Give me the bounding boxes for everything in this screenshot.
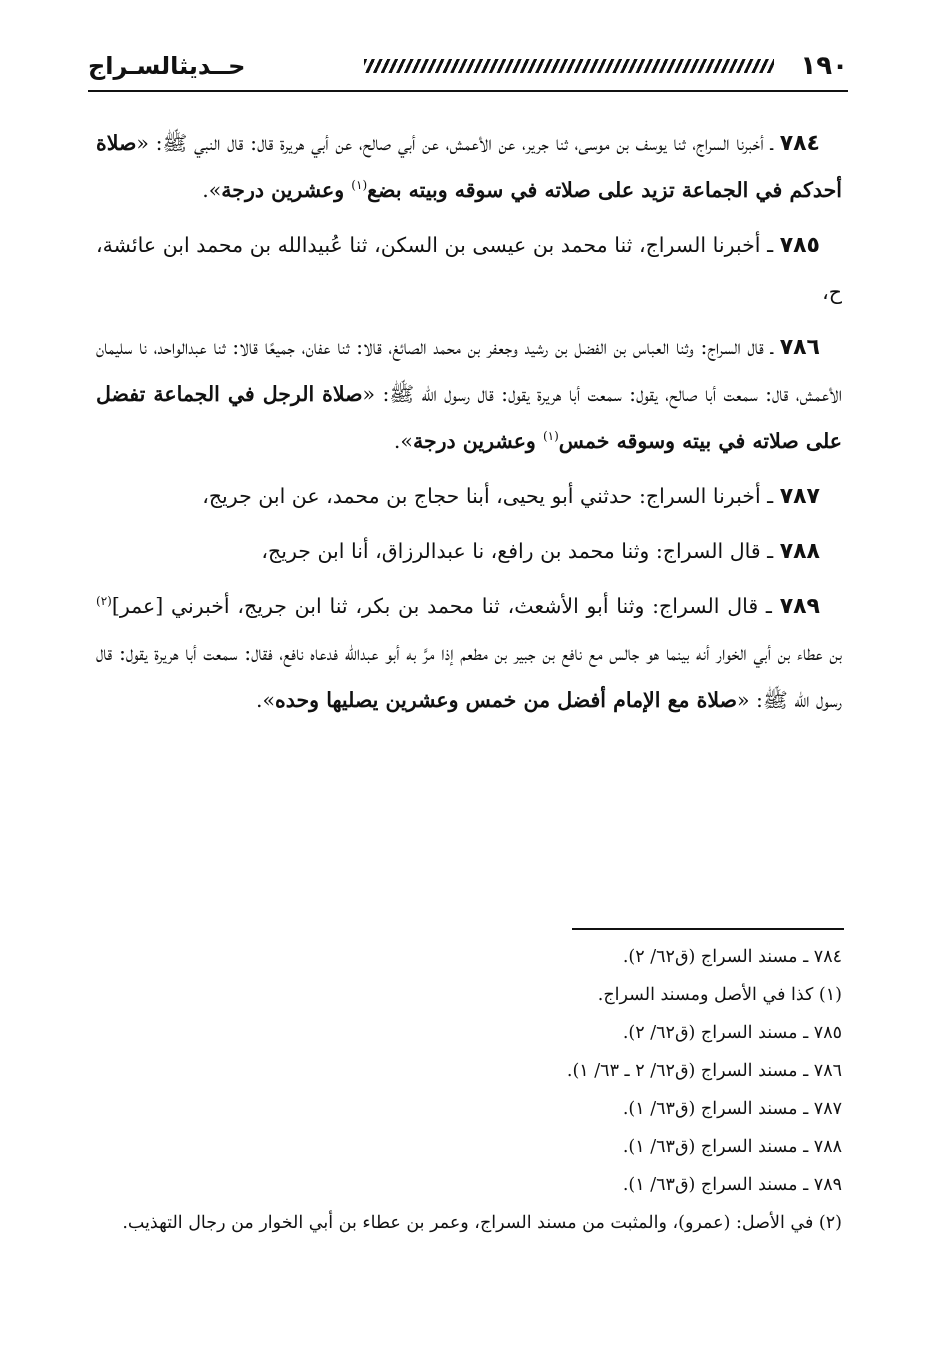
footnote-item: ٧٨٨ ـ مسند السراج (ق٦٣/ ١). <box>622 1137 842 1157</box>
hadith-789 <box>96 583 842 724</box>
hadith-chain: ـ قال السراج: وثنا محمد بن رافع، نا عبدالرزاق، أنا ابن جريج، <box>261 539 780 563</box>
hadith-chain: ـ قال السراج: وثنا أبو الأشعث، ثنا محمد بن بكر، ثنا ابن جريج، أخبرني [عمر] <box>111 594 780 618</box>
hadith-number: ٧٨٧ <box>779 484 820 509</box>
main-text <box>96 120 842 732</box>
hadith-chain: ـ قال السراج: وثنا العباس بن الفضل بن رشيد وجعفر بن محمد الصائغ، قالا: ثنا عفان، جميعًا قالا: ثنا عبدالواحد، نا سليمان الأعمش، قال: سمعت أبا صالح، يقول: سمعت أبا هريرة يقول: قال رسول الله ﷺ: « <box>96 335 842 406</box>
hadith-matn: صلاة مع الإمام أفضل من خمس وعشرين يصليها وحده <box>275 688 737 712</box>
footnote-item: ٧٨٤ ـ مسند السراج (ق٦٢/ ٢). <box>622 947 842 967</box>
hadith-number: ٧٨٩ <box>779 594 820 619</box>
hadith-number: ٧٨٦ <box>779 335 820 360</box>
hadith-784 <box>96 120 842 214</box>
hadith-matn: وعشرين درجة <box>412 429 543 453</box>
footnote-separator <box>572 928 844 930</box>
hadith-chain: ـ أخبرنا السراج، ثنا يوسف بن موسى، ثنا جرير، عن الأعمش، عن أبي صالح، عن أبي هريرة قال: قال النبي ﷺ: « <box>136 131 780 155</box>
hadith-787 <box>96 473 842 520</box>
hadith-chain: ـ أخبرنا السراج: حدثني أبو يحيى، أبنا حجاج بن محمد، عن ابن جريج، <box>202 484 780 508</box>
footnote-item: (١) كذا في الأصل ومسند السراج. <box>597 985 842 1005</box>
hadith-chain: ـ أخبرنا السراج، ثنا محمد بن عيسى بن السكن، ثنا عُبيدالله بن محمد ابن عائشة، ح، <box>96 233 842 304</box>
footnote-marker: (١) <box>542 429 559 444</box>
footnote-marker: (٢) <box>96 594 112 609</box>
footnote-item: ٧٨٥ ـ مسند السراج (ق٦٢/ ٢). <box>622 1023 842 1043</box>
footnote-item: ٧٨٩ ـ مسند السراج (ق٦٣/ ١). <box>622 1175 842 1195</box>
footnote-item: ٧٨٧ ـ مسند السراج (ق٦٣/ ١). <box>622 1099 842 1119</box>
hadith-closing: ». <box>393 429 413 453</box>
header-ornament-rule <box>364 59 774 73</box>
hadith-number: ٧٨٥ <box>779 233 820 258</box>
hadith-number: ٧٨٨ <box>779 539 820 564</box>
hadith-matn: صلاة أحدكم في الجماعة تزيد على صلاته في سوقه وبيته بضع <box>96 131 842 202</box>
hadith-matn: وعشرين درجة <box>221 178 352 202</box>
hadith-chain-continued: بن عطاء بن أبي الخوار أنه بينما هو جالس مع نافع بن جبير بن مطعم إذا مرَّ به أبو عبدالله فدعاه نافع، فقال: سمعت أبا هريرة يقول: قال رسول الله ﷺ: « <box>96 641 842 712</box>
footnotes <box>96 938 842 1242</box>
hadith-785 <box>96 222 842 316</box>
footnote-item: ٧٨٦ ـ مسند السراج (ق٦٢/ ٢ ـ ٦٣/ ١). <box>566 1061 842 1081</box>
hadith-788 <box>96 528 842 575</box>
book-title: حــديثالسـراج <box>88 52 246 80</box>
hadith-786 <box>96 324 842 465</box>
page-number: ١٩٠ <box>800 51 848 81</box>
header-divider <box>88 90 848 92</box>
hadith-closing: ». <box>202 178 222 202</box>
hadith-closing: ». <box>255 688 275 712</box>
footnote-marker: (١) <box>351 178 368 193</box>
hadith-matn: صلاة الرجل في الجماعة تفضل على صلاته في بيته وسوقه خمس <box>96 382 842 453</box>
hadith-number: ٧٨٤ <box>779 131 820 156</box>
running-head <box>88 42 848 90</box>
footnote-item: (٢) في الأصل: (عمرو)، والمثبت من مسند السراج، وعمر بن عطاء بن أبي الخوار من رجال التهذيب. <box>122 1213 842 1233</box>
